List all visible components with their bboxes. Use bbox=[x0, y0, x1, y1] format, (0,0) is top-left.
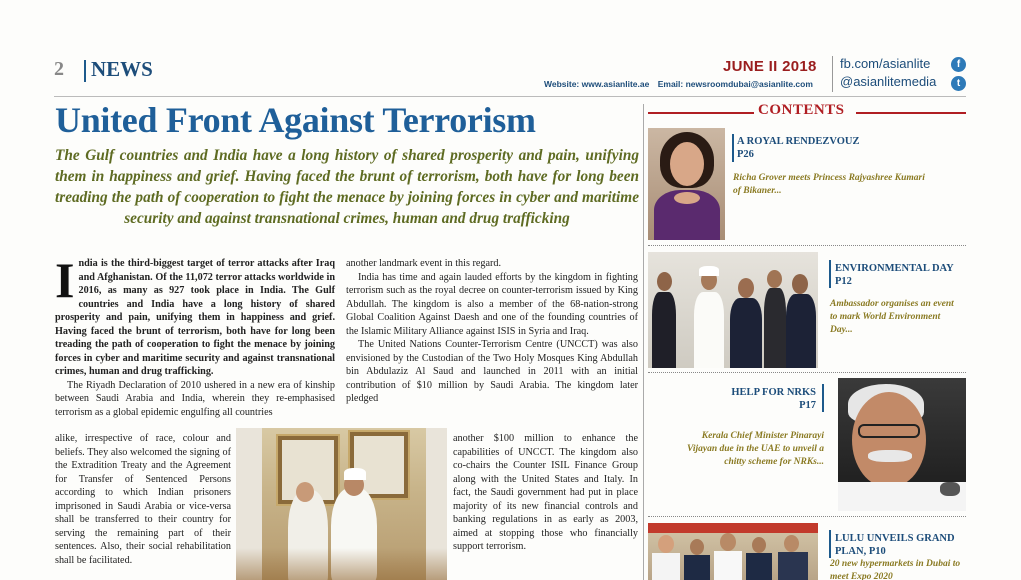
contents-rule-right bbox=[856, 112, 966, 114]
contents-title: CONTENTS bbox=[758, 102, 845, 118]
paragraph: alike, irrespective of race, colour and beliefs. They also welcomed the signing of the Extradition Treaty and the Agreement for Transfer of Sentenced Persons according to which Indian prisoners imprisoned in Saudi Arabia or vice-versa shall be transferred to their country for serving the remaining part of their sentences. Also, their social rehabilitation shall be facilitated. bbox=[55, 433, 231, 566]
facebook-link[interactable]: fb.com/asianlite bbox=[840, 56, 931, 71]
email-text[interactable]: Email: newsroomdubai@asianlite.com bbox=[657, 79, 813, 89]
item-accent-bar bbox=[732, 134, 734, 162]
contents-photo-royal[interactable] bbox=[648, 128, 725, 240]
twitter-icon[interactable]: t bbox=[951, 76, 966, 91]
item-accent-bar bbox=[829, 530, 831, 558]
lead-text: ndia is the third-biggest target of terror attacks after Iraq and Afghanistan. Of the 11,072 terror attacks worldwide in 2016, as many as 927 took place in India. The Gulf countries and India have a long history of shared prosperity and pain, unifying them in happiness and grief. Having faced the brunt of terrorism, both have for long been treading the path of cooperation to fight the menace by joining forces in cyber and maritime security and against transnational crimes, human and drug trafficking. bbox=[55, 258, 335, 377]
item-divider bbox=[648, 245, 966, 246]
page-number: 2 bbox=[54, 58, 64, 80]
lead-paragraph bbox=[55, 252, 335, 379]
contents-item-title[interactable]: A ROYAL RENDEZVOUZ P26 bbox=[737, 136, 860, 160]
contents-photo-lulu[interactable] bbox=[648, 523, 818, 580]
contents-rule-left bbox=[648, 112, 754, 114]
contents-item-desc: 20 new hypermarkets in Dubai to meet Expo 2020 bbox=[830, 559, 961, 580]
story-column-2 bbox=[346, 257, 638, 406]
page-header bbox=[0, 0, 1021, 100]
section-divider bbox=[84, 60, 86, 82]
item-accent-bar bbox=[822, 384, 824, 412]
contents-item-desc: Richa Grover meets Princess Rajyashree Kumari of Bikaner... bbox=[733, 173, 925, 196]
story-headline: United Front Against Terrorism bbox=[55, 100, 536, 140]
paragraph: The United Nations Counter-Terrorism Centre (UNCCT) was also envisioned by the Custodian of the Two Holy Mosques King Abdullah bin Abdulaziz Al Saud and launched in 2011 with an initial contribution of $10 million by Saudi Arabia. The kingdom later pledged bbox=[346, 339, 638, 404]
website-text[interactable]: Website: www.asianlite.ae bbox=[544, 79, 650, 89]
header-separator bbox=[832, 56, 833, 92]
contents-item-desc: Ambassador organises an event to mark World Environment Day... bbox=[830, 299, 954, 335]
twitter-link[interactable]: @asianlitemedia bbox=[840, 74, 937, 89]
contact-line bbox=[544, 79, 819, 89]
story-photo bbox=[236, 428, 447, 580]
item-divider bbox=[648, 516, 966, 517]
facebook-icon[interactable]: f bbox=[951, 57, 966, 72]
story-column-1-wrap bbox=[55, 432, 231, 567]
header-rule bbox=[54, 96, 966, 97]
paragraph: another $100 million to enhance the capabilities of UNCCT. The kingdom also co-chairs the Counter ISIL Finance Group along with the United States and Italy. In fact, the Saudi government had put in place majority of its new financial controls and banking regulations in as early as 2003, aimed at stopping those who financially support terrorism. bbox=[453, 433, 638, 552]
contents-item-desc: Kerala Chief Minister Pinarayi Vijayan due in the UAE to unveil a chitty scheme for NRKs... bbox=[687, 431, 824, 467]
issue-date: JUNE II 2018 bbox=[723, 58, 817, 75]
column-rule bbox=[643, 104, 644, 580]
item-accent-bar bbox=[829, 260, 831, 288]
contents-photo-nrks[interactable] bbox=[838, 378, 966, 511]
story-column-1 bbox=[55, 252, 335, 419]
item-divider bbox=[648, 372, 966, 373]
contents-item-title[interactable]: ENVIRONMENTAL DAY P12 bbox=[835, 263, 954, 287]
drop-cap: I bbox=[55, 252, 75, 308]
paragraph: The Riyadh Declaration of 2010 ushered in a new era of kinship between Saudi Arabia and India, wherein they re-emphasised terrorism as a global epidemic engulfing all countries bbox=[55, 379, 335, 418]
story-standfirst: The Gulf countries and India have a long history of shared prosperity and pain, unifying them in happiness and grief. Having faced the brunt of terrorism, both have for long been treading the path of cooperation to fight the menace by joining forces in cyber and maritime security and against transnational crimes, human and drug trafficking bbox=[55, 147, 639, 227]
contents-photo-environment[interactable] bbox=[648, 252, 818, 368]
paragraph: India has time and again lauded efforts by the kingdom in fighting terrorism such as the royal decree on counter-terrorism issued by King Abdullah. The kingdom is also a member of the 68-nation-strong Global Coalition Against Daesh and one of the founding countries of the Islamic Military Alliance against ISIS in Syria and Iraq. bbox=[346, 271, 638, 337]
contents-item-title[interactable]: LULU UNVEILS GRAND PLAN, P10 bbox=[835, 533, 955, 557]
paragraph: another landmark event in this regard. bbox=[346, 258, 502, 269]
story-column-2-wrap bbox=[453, 432, 638, 554]
section-title: NEWS bbox=[91, 57, 153, 81]
contents-item-title[interactable]: HELP FOR NRKS P17 bbox=[731, 387, 816, 411]
